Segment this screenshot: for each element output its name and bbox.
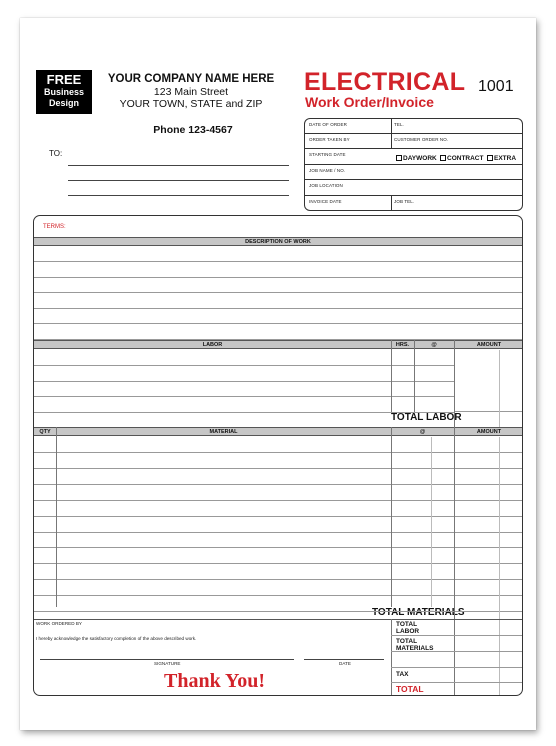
material-row[interactable] <box>34 563 522 564</box>
labor-header-bar <box>34 340 522 349</box>
qty-col-divider <box>56 427 57 607</box>
labor-col-divider <box>414 340 415 412</box>
material-row[interactable] <box>34 611 522 612</box>
tel-field[interactable]: TEL. <box>394 122 404 127</box>
signature-label: SIGNATURE <box>154 661 181 666</box>
date-label: DATE <box>339 661 351 666</box>
daywork-checkbox[interactable] <box>396 155 437 162</box>
material-header-bar <box>34 427 522 436</box>
customer-order-no-field[interactable]: CUSTOMER ORDER NO. <box>394 137 449 142</box>
description-row[interactable] <box>34 292 522 293</box>
extra-checkbox[interactable] <box>487 155 516 162</box>
info-divider <box>305 195 522 196</box>
material-row[interactable] <box>34 516 522 517</box>
company-street: 123 Main Street <box>153 86 229 98</box>
description-row[interactable] <box>34 323 522 324</box>
description-row[interactable] <box>34 277 522 278</box>
acknowledgement-text: I hereby acknowledge the satisfactory completion of the above described work. <box>36 636 197 641</box>
job-location-field[interactable]: JOB LOCATION <box>309 183 343 188</box>
material-row[interactable] <box>34 532 522 533</box>
free-business-design-logo <box>36 70 92 114</box>
thank-you-text: Thank You! <box>164 670 265 692</box>
material-row[interactable] <box>34 595 522 596</box>
labor-hrs-header: HRS. <box>395 342 410 348</box>
total-materials-label: TOTAL MATERIALS <box>372 607 465 618</box>
description-row[interactable] <box>34 339 522 340</box>
material-row[interactable] <box>34 547 522 548</box>
to-address-line-2[interactable] <box>68 180 289 181</box>
labor-col-divider <box>391 340 392 412</box>
form-title: ELECTRICAL <box>304 68 466 96</box>
labor-cents-divider <box>499 350 500 427</box>
total-labor-label: TOTAL LABOR <box>391 412 462 423</box>
footer-total-materials-label <box>396 638 433 652</box>
logo-line-business: Business <box>43 87 85 97</box>
job-name-field[interactable]: JOB NAME / NO. <box>309 168 346 173</box>
description-header-bar <box>34 237 522 246</box>
footer-total-materials-line1: TOTAL <box>396 638 418 645</box>
footer-total-materials-line2: MATERIALS <box>396 645 434 652</box>
qty-header: QTY <box>39 429 51 435</box>
to-address-line-3[interactable] <box>68 195 289 196</box>
checkbox-square-icon <box>487 155 493 161</box>
footer-divider <box>34 619 522 620</box>
footer-row[interactable] <box>391 635 523 636</box>
info-col-divider <box>391 119 392 148</box>
labor-header: LABOR <box>202 342 223 348</box>
starting-date-field[interactable]: STARTING DATE <box>309 152 346 157</box>
checkbox-square-icon <box>396 155 402 161</box>
material-row[interactable] <box>34 484 522 485</box>
info-divider <box>305 164 522 165</box>
labor-amount-header: AMOUNT <box>476 342 502 348</box>
description-row[interactable] <box>34 261 522 262</box>
grand-total-label: TOTAL <box>396 684 424 694</box>
material-header: MATERIAL <box>209 429 238 435</box>
material-row[interactable] <box>34 579 522 580</box>
order-info-box <box>304 118 523 211</box>
footer-total-labor-label <box>396 621 419 635</box>
labor-col-divider <box>454 340 455 427</box>
info-divider <box>305 179 522 180</box>
job-tel-field[interactable]: JOB TEL. <box>394 199 415 204</box>
terms-label: TERMS: <box>43 224 66 230</box>
material-rate-header: @ <box>419 429 426 435</box>
date-line[interactable] <box>304 659 384 660</box>
work-ordered-by-field[interactable]: WORK ORDERED BY <box>36 621 82 626</box>
info-divider <box>305 133 522 134</box>
company-phone: Phone 123-4567 <box>153 124 233 136</box>
labor-row[interactable] <box>454 411 523 412</box>
extra-label: EXTRA <box>494 155 517 162</box>
material-row[interactable] <box>34 468 522 469</box>
logo-line-free: FREE <box>46 72 82 87</box>
logo-line-design: Design <box>48 98 79 108</box>
date-of-order-field[interactable]: DATE OF ORDER <box>309 122 347 127</box>
company-block <box>96 73 286 110</box>
to-address-line-1[interactable] <box>68 165 289 166</box>
amount-cents-divider <box>499 437 500 696</box>
material-amount-header: AMOUNT <box>476 429 502 435</box>
invoice-number: 1001 <box>478 78 514 95</box>
form-subtitle: Work Order/Invoice <box>305 94 434 110</box>
tax-label: TAX <box>396 671 409 678</box>
footer-total-labor-line1: TOTAL <box>396 621 418 628</box>
material-col-divider <box>391 427 392 607</box>
labor-rate-header: @ <box>431 342 437 348</box>
footer-row[interactable] <box>391 682 523 683</box>
daywork-label: DAYWORK <box>403 155 437 162</box>
footer-total-labor-line2: LABOR <box>396 628 420 635</box>
contract-checkbox[interactable] <box>440 155 483 162</box>
info-divider <box>305 148 522 149</box>
company-name: YOUR COMPANY NAME HERE <box>107 73 275 85</box>
to-label: TO: <box>49 149 63 158</box>
description-row[interactable] <box>34 308 522 309</box>
info-col-divider <box>391 195 392 211</box>
material-row[interactable] <box>34 452 522 453</box>
signature-line[interactable] <box>40 659 294 660</box>
footer-row[interactable] <box>391 651 523 652</box>
contract-label: CONTRACT <box>447 155 484 162</box>
order-taken-by-field[interactable]: ORDER TAKEN BY <box>309 137 350 142</box>
work-details-box <box>33 215 523 696</box>
company-city: YOUR TOWN, STATE and ZIP <box>119 98 263 110</box>
material-row[interactable] <box>34 500 522 501</box>
checkbox-square-icon <box>440 155 446 161</box>
footer-row[interactable] <box>391 667 523 668</box>
material-col-divider <box>454 427 455 696</box>
invoice-date-field[interactable]: INVOICE DATE <box>309 199 342 204</box>
footer-col-divider <box>391 619 392 696</box>
rate-cents-divider <box>431 437 432 607</box>
description-header: DESCRIPTION OF WORK <box>245 239 311 245</box>
